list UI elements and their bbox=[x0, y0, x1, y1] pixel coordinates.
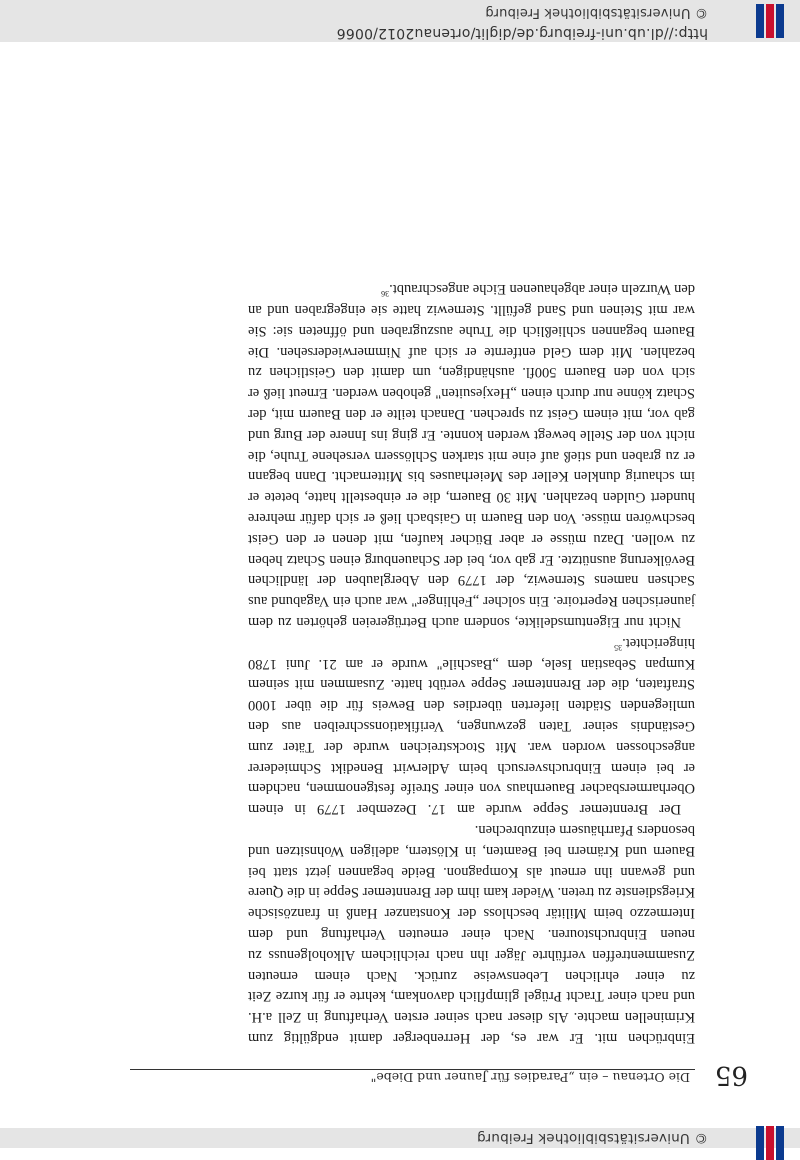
paragraph-text: Nicht nur Eigentumsdelikte, sondern auch Betrügereien gehörten zu dem jaunerischen Repertoire. Ein solcher „Fehlinger" war auch ein Vagabund aus Sachsen namens Sternewiz, der 1779 den Aberglauben der ländlichen Bevölkerung ausnützte. Er gab vor, bei der Schauenburg einen Schatz heben zu wollen. Dazu müsse er aber Bücher kaufen, mit denen er den Geist beschwören müsse. Von den Bauern in Gaisbach ließ er sich dafür mehrere hundert Gulden bezahlen. Mit 30 Bauern, die er einbestellt hatte, betete er im schaurig dunklen Keller des Meierhauses bis Mitternacht. Dann begann er zu graben und stieß auf eine mit starken Schlössern versehene Truhe, die nicht von der Stelle bewegt werden konnte. Er ging ins Innere der Burg und gab vor, mit einem Geist zu sprechen. Danach teilte er den Bauern mit, der Schatz könne nur durch einen „Hexjesuiten" gehoben werden. Erneut ließ er sich von den Bauern 500fl. aushändigen, um damit den Geistlichen zu bezahlen. Mit dem Geld entfernte er sich auf Nimmerwiedersehen. Die Bauern begannen schließlich die Truhe auszugraben und öffneten sie: Sie war mit Steinen und Sand gefüllt. Sternewiz hatte sie eingegraben und an den Wurzeln einer abgehauenen Eiche angeschraubt. bbox=[248, 281, 695, 631]
paragraph-text: Der Brenntemer Seppe wurde am 17. Dezember 1779 in einem Oberharmersbacher Bauernhaus von einer Streife festgenommen, nachdem er bei einem Einbruchsversuch beim Adlerwirt Benedikt Schmiederer angeschossen worden war. Mit Stockstreichen wurde der Täter zum Geständnis seiner Taten gezwungen, Verifikationsschreiben aus den umliegenden Städten lieferten überdies den Beweis für die über 1000 Straftaten, die der Brenntemer Seppe verübt hatte. Zusammen mit seinem Kumpan Sebastian Isele, dem „Baschile" wurde er am 21. Juni 1780 hingerichtet. bbox=[248, 634, 695, 818]
library-logo-icon bbox=[750, 4, 790, 38]
viewer-bottom-bar bbox=[0, 0, 800, 42]
paragraph-3 bbox=[248, 279, 695, 633]
footnote-ref[interactable]: 35 bbox=[614, 642, 623, 652]
viewer-top-bar bbox=[0, 1128, 800, 1148]
top-bar-credit: © Universitätsbibliothek Freiburg bbox=[476, 1130, 708, 1146]
running-head: Die Ortenau – ein „Paradies für Jauner und Diebe" bbox=[370, 1070, 690, 1085]
paragraph-2 bbox=[248, 632, 695, 819]
paragraph-1 bbox=[248, 819, 695, 1048]
page-number: 65 bbox=[714, 1060, 748, 1090]
footnote-ref[interactable]: 36 bbox=[381, 289, 390, 299]
bottom-bar-credit: © Universitätsbibliothek Freiburg bbox=[485, 5, 708, 20]
library-logo-icon bbox=[750, 1126, 790, 1160]
paragraph-text: Einbrüchen mit. Er war es, der Herrenberger damit endgültig zum Kriminellen machte. Als dieser nach seiner ersten Verhaftung in Zell a.H. und nach einer Tracht Prügel glimpflich davonkam, kehrte er für kurze Zeit zu einer ehrlichen Lebensweise zurück. Nach einem erneuten Zusammentreffen verführte Jäger ihn nach reichlichem Alkoholgenuss zu neuen Einbruchstouren. Nach einer erneuten Verhaftung und dem Intermezzo beim Militär beschloss der Konstanzer Hanß in französische Kriegsdienste zu treten. Wieder kam ihm der Brenntemer Seppe in die Quere und gewann ihn erneut als Kompagnon. Beide begannen jetzt statt bei Bauern und Krämern bei Beamten, in Klöstern, adeligen Wohnsitzen und besonders Pfarrhäusern einzubrechen. bbox=[248, 822, 695, 1046]
body-text bbox=[248, 279, 695, 1048]
permalink-url[interactable]: http://dl.ub.uni-freiburg.de/diglit/ortenau2012/0066 bbox=[336, 25, 708, 41]
